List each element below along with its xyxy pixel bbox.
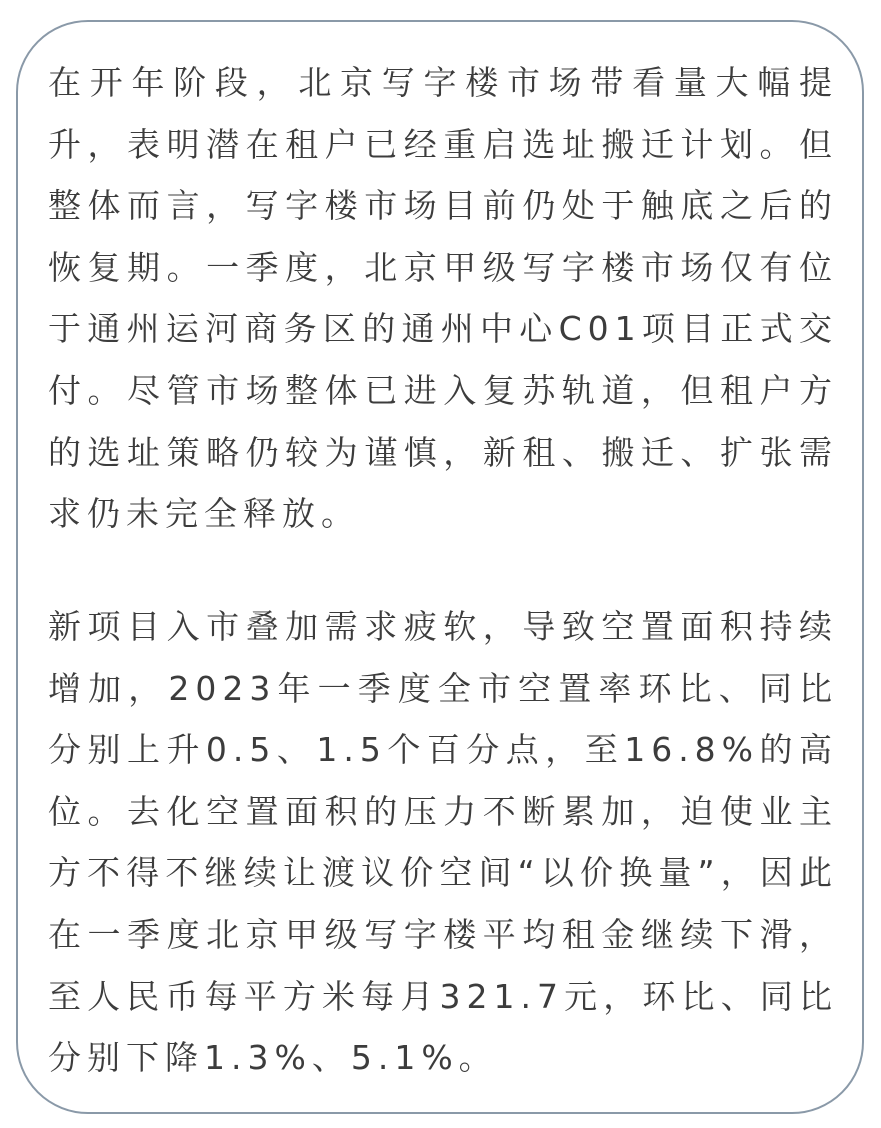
paragraph-vacancy-rent: 新项目入市叠加需求疲软，导致空置面积持续增加，2023年一季度全市空置率环比、同比分别上升0.5、1.5个百分点，至16.8%的高位。去化空置面积的压力不断累加，迫使业主方不得不继续让渡议价空间“以价换量”，因此在一季度北京甲级写字楼平均租金继续下滑，至人民币每平方米每月321.7元，环比、同比分别下降1.3%、5.1%。 bbox=[48, 607, 838, 1078]
paragraph-market-overview: 在开年阶段，北京写字楼市场带看量大幅提升，表明潜在租户已经重启选址搬迁计划。但整体而言，写字楼市场目前仍处于触底之后的恢复期。一季度，北京甲级写字楼市场仅有位于通州运河商务区的通州中心C01项目正式交付。尽管市场整体已进入复苏轨道，但租户方的选址策略仍较为谨慎，新租、搬迁、扩张需求仍未完全释放。 bbox=[48, 63, 838, 534]
